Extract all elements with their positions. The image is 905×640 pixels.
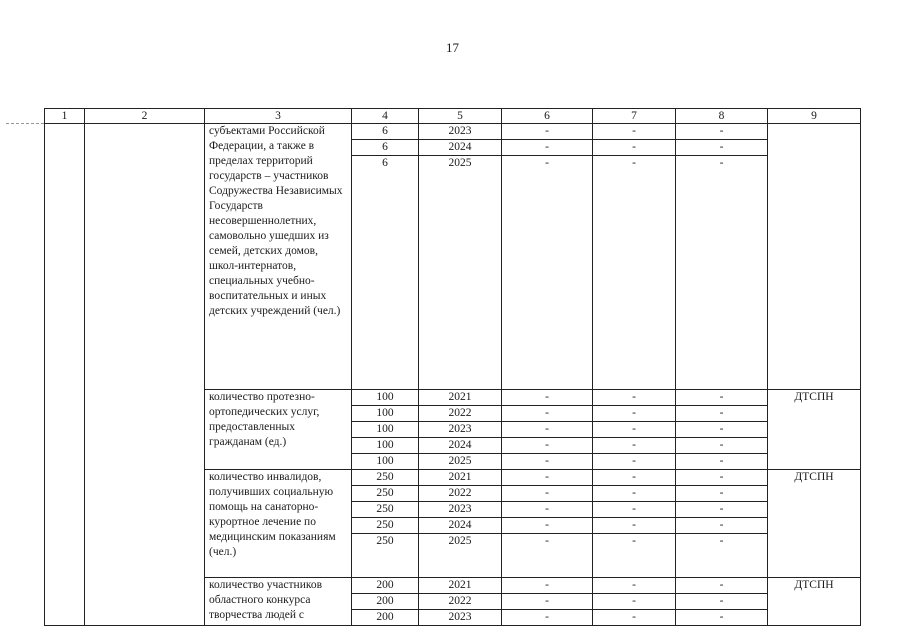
col6-cell: - xyxy=(502,454,593,470)
value-cell: 6 xyxy=(352,124,419,140)
col8-cell: - xyxy=(676,140,768,156)
col7-cell: - xyxy=(593,390,676,406)
col8-cell: - xyxy=(676,422,768,438)
col8-cell: - xyxy=(676,454,768,470)
value-cell: 6 xyxy=(352,156,419,390)
col6-cell: - xyxy=(502,406,593,422)
header-cell-8: 8 xyxy=(676,109,768,124)
col7-cell: - xyxy=(593,470,676,486)
year-cell: 2023 xyxy=(419,610,502,626)
col7-cell: - xyxy=(593,594,676,610)
col8-cell: - xyxy=(676,486,768,502)
col2-cell xyxy=(85,124,205,626)
col6-cell: - xyxy=(502,610,593,626)
col7-cell: - xyxy=(593,156,676,390)
col7-cell: - xyxy=(593,502,676,518)
col8-cell: - xyxy=(676,406,768,422)
col1-cell xyxy=(45,124,85,626)
year-cell: 2022 xyxy=(419,594,502,610)
indicator-description: количество протезно-ортопедических услуг, предоставленных гражданам (ед.) xyxy=(205,390,352,470)
col8-cell: - xyxy=(676,156,768,390)
year-cell: 2025 xyxy=(419,534,502,578)
year-cell: 2021 xyxy=(419,578,502,594)
col8-cell: - xyxy=(676,124,768,140)
value-cell: 250 xyxy=(352,470,419,486)
col6-cell: - xyxy=(502,534,593,578)
year-cell: 2024 xyxy=(419,438,502,454)
year-cell: 2022 xyxy=(419,406,502,422)
header-cell-5: 5 xyxy=(419,109,502,124)
header-row xyxy=(45,109,861,124)
indicator-description: количество участников областного конкурса творчества людей с xyxy=(205,578,352,626)
year-cell: 2021 xyxy=(419,390,502,406)
col8-cell: - xyxy=(676,470,768,486)
table-body xyxy=(45,109,861,626)
col6-cell: - xyxy=(502,594,593,610)
value-cell: 250 xyxy=(352,502,419,518)
header-cell-1: 1 xyxy=(45,109,85,124)
col8-cell: - xyxy=(676,390,768,406)
col7-cell: - xyxy=(593,518,676,534)
year-cell: 2025 xyxy=(419,156,502,390)
col6-cell: - xyxy=(502,486,593,502)
year-cell: 2021 xyxy=(419,470,502,486)
year-cell: 2022 xyxy=(419,486,502,502)
value-cell: 250 xyxy=(352,486,419,502)
col6-cell: - xyxy=(502,422,593,438)
executor-cell: ДТСПН xyxy=(768,470,861,578)
col8-cell: - xyxy=(676,610,768,626)
year-cell: 2023 xyxy=(419,422,502,438)
executor-cell: ДТСПН xyxy=(768,390,861,470)
header-cell-6: 6 xyxy=(502,109,593,124)
col6-cell: - xyxy=(502,390,593,406)
page-number: 17 xyxy=(446,40,459,55)
col8-cell: - xyxy=(676,518,768,534)
col7-cell: - xyxy=(593,438,676,454)
col7-cell: - xyxy=(593,578,676,594)
col6-cell: - xyxy=(502,502,593,518)
col6-cell: - xyxy=(502,140,593,156)
value-cell: 200 xyxy=(352,610,419,626)
header-cell-7: 7 xyxy=(593,109,676,124)
col6-cell: - xyxy=(502,578,593,594)
col6-cell: - xyxy=(502,124,593,140)
header-cell-9: 9 xyxy=(768,109,861,124)
header-cell-3: 3 xyxy=(205,109,352,124)
value-cell: 6 xyxy=(352,140,419,156)
col6-cell: - xyxy=(502,156,593,390)
col6-cell: - xyxy=(502,470,593,486)
executor-cell: ДТСПН xyxy=(768,578,861,626)
col8-cell: - xyxy=(676,594,768,610)
col7-cell: - xyxy=(593,406,676,422)
col7-cell: - xyxy=(593,486,676,502)
value-cell: 100 xyxy=(352,422,419,438)
year-cell: 2024 xyxy=(419,140,502,156)
header-cell-2: 2 xyxy=(85,109,205,124)
value-cell: 250 xyxy=(352,534,419,578)
value-cell: 100 xyxy=(352,454,419,470)
col7-cell: - xyxy=(593,534,676,578)
col6-cell: - xyxy=(502,518,593,534)
table-row xyxy=(45,124,861,140)
col8-cell: - xyxy=(676,502,768,518)
col7-cell: - xyxy=(593,124,676,140)
col7-cell: - xyxy=(593,422,676,438)
year-cell: 2023 xyxy=(419,124,502,140)
col8-cell: - xyxy=(676,534,768,578)
col7-cell: - xyxy=(593,454,676,470)
executor-cell xyxy=(768,124,861,390)
year-cell: 2025 xyxy=(419,454,502,470)
value-cell: 100 xyxy=(352,438,419,454)
value-cell: 250 xyxy=(352,518,419,534)
header-cell-4: 4 xyxy=(352,109,419,124)
year-cell: 2023 xyxy=(419,502,502,518)
margin-cut-line xyxy=(6,123,44,124)
year-cell: 2024 xyxy=(419,518,502,534)
value-cell: 100 xyxy=(352,390,419,406)
indicator-table xyxy=(44,108,861,626)
col7-cell: - xyxy=(593,140,676,156)
indicator-description: субъектами Российской Федерации, а также в пределах территорий государств – участников Содружества Независимых Государств несовершеннолетних, самовольно ушедших из семей, детских домов, школ-интернатов, специальных учебно-воспитательных и иных детских учреждений (чел.) xyxy=(205,124,352,390)
col7-cell: - xyxy=(593,610,676,626)
col8-cell: - xyxy=(676,578,768,594)
col6-cell: - xyxy=(502,438,593,454)
indicator-description: количество инвалидов, получивших социальную помощь на санаторно-курортное лечение по медицинским показаниям (чел.) xyxy=(205,470,352,578)
value-cell: 200 xyxy=(352,578,419,594)
col8-cell: - xyxy=(676,438,768,454)
value-cell: 200 xyxy=(352,594,419,610)
value-cell: 100 xyxy=(352,406,419,422)
